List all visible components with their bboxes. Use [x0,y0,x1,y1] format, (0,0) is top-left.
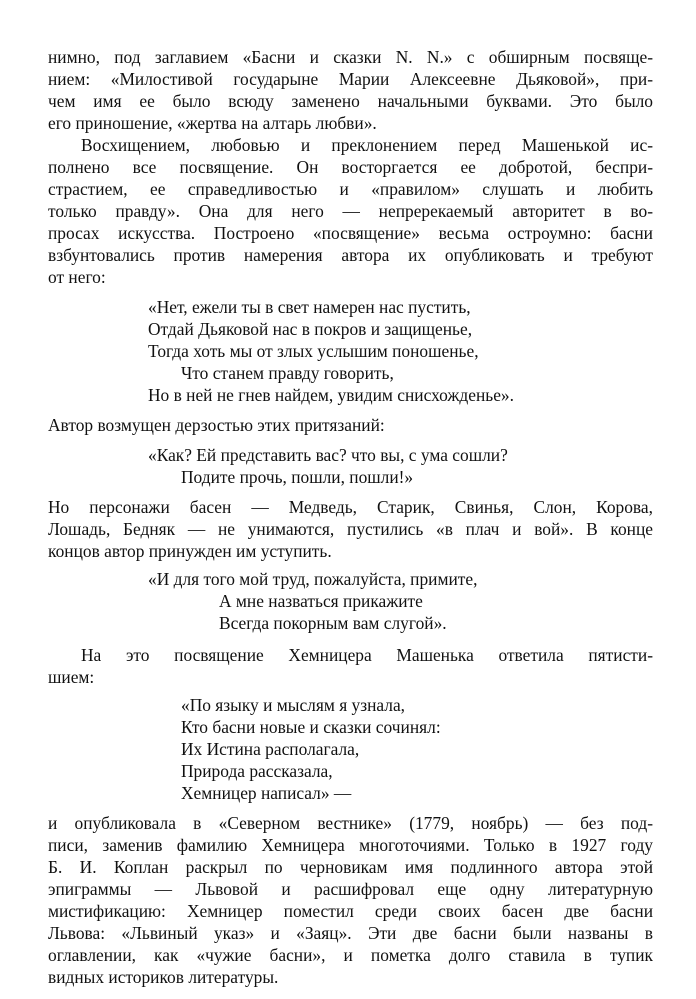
text-line: Но персонажи басен — Медведь, Старик, Свинья, Слон, Корова, [48,497,653,517]
verse-line: А мне назваться прикажите [219,591,423,611]
text-line: видных историков литературы. [48,967,279,987]
verse-line: «Нет, ежели ты в свет намерен нас пустить, [148,297,471,317]
text-line: его приношение, «жертва на алтарь любви». [48,113,377,133]
verse-line: Но в ней не гнев найдем, увидим снисхожденье». [148,385,514,405]
text-line: и опубликовала в «Северном вестнике» (1779, ноябрь) — без под- [48,813,653,833]
verse-line: Подите прочь, пошли, пошли!» [181,467,414,487]
text-line: нимно, под заглавием «Басни и сказки N. N.» с обширным посвяще- [48,47,653,67]
text-line: Лошадь, Бедняк — не унимаются, пустились «в плач и вой». В конце [48,519,653,539]
text-line: просах искусства. Построено «посвящение» весьма остроумно: басни [48,223,653,243]
text-line: На это посвящение Хемницера Машенька ответила пятисти- [81,645,653,665]
text-line: концов автор принужден им уступить. [48,541,332,561]
text-line: страстием, ее справедливостью и «правилом» слушать и любить [48,179,653,199]
text-line: эпиграммы — Львовой и расшифровал еще одну литературную [48,879,653,899]
text-line: мистификацию: Хемницер поместил среди своих басен две басни [48,901,653,921]
verse-line: Отдай Дьяковой нас в покров и защищенье, [148,319,473,339]
text-line: чем имя ее было всюду заменено начальными буквами. Это было [48,91,653,111]
text-line: полнено все посвящение. Он восторгается ее добротой, беспри- [48,157,653,177]
text-line: только правду». Она для него — непререкаемый авторитет в во- [48,201,653,221]
verse-line: Их Истина располагала, [181,739,360,759]
text-line: писи, заменив фамилию Хемницера многоточиями. Только в 1927 году [48,835,653,855]
verse-line: «Как? Ей представить вас? что вы, с ума сошли? [148,445,508,465]
verse-line: Природа рассказала, [181,761,333,781]
verse-line: «И для того мой труд, пожалуйста, примите, [148,569,478,589]
text-line: шием: [48,667,95,687]
text-line: от него: [48,267,106,287]
text-line: оглавлении, как «чужие басни», и пометка долго ставила в тупик [48,945,653,965]
text-line: Автор возмущен дерзостью этих притязаний: [48,415,385,435]
text-line: Восхищением, любовью и преклонением перед Машенькой ис- [81,135,653,155]
text-line: Б. И. Коплан раскрыл по черновикам имя подлинного автора этой [48,857,653,877]
text-line: взбунтовались против намерения автора их опубликовать и требуют [48,245,653,265]
verse-line: Что станем правду говорить, [181,363,394,383]
verse-line: Кто басни новые и сказки сочинял: [181,717,441,737]
verse-line: «По языку и мыслям я узнала, [181,695,406,715]
verse-line: Всегда покорным вам слугой». [219,613,447,633]
verse-line: Тогда хоть мы от злых услышим поношенье, [148,341,479,361]
verse-line: Хемницер написал» — [181,783,352,803]
text-line: нием: «Милостивой государыне Марии Алексеевне Дьяковой», при- [48,69,653,89]
text-line: Львова: «Львиный указ» и «Заяц». Эти две басни были названы в [48,923,653,943]
